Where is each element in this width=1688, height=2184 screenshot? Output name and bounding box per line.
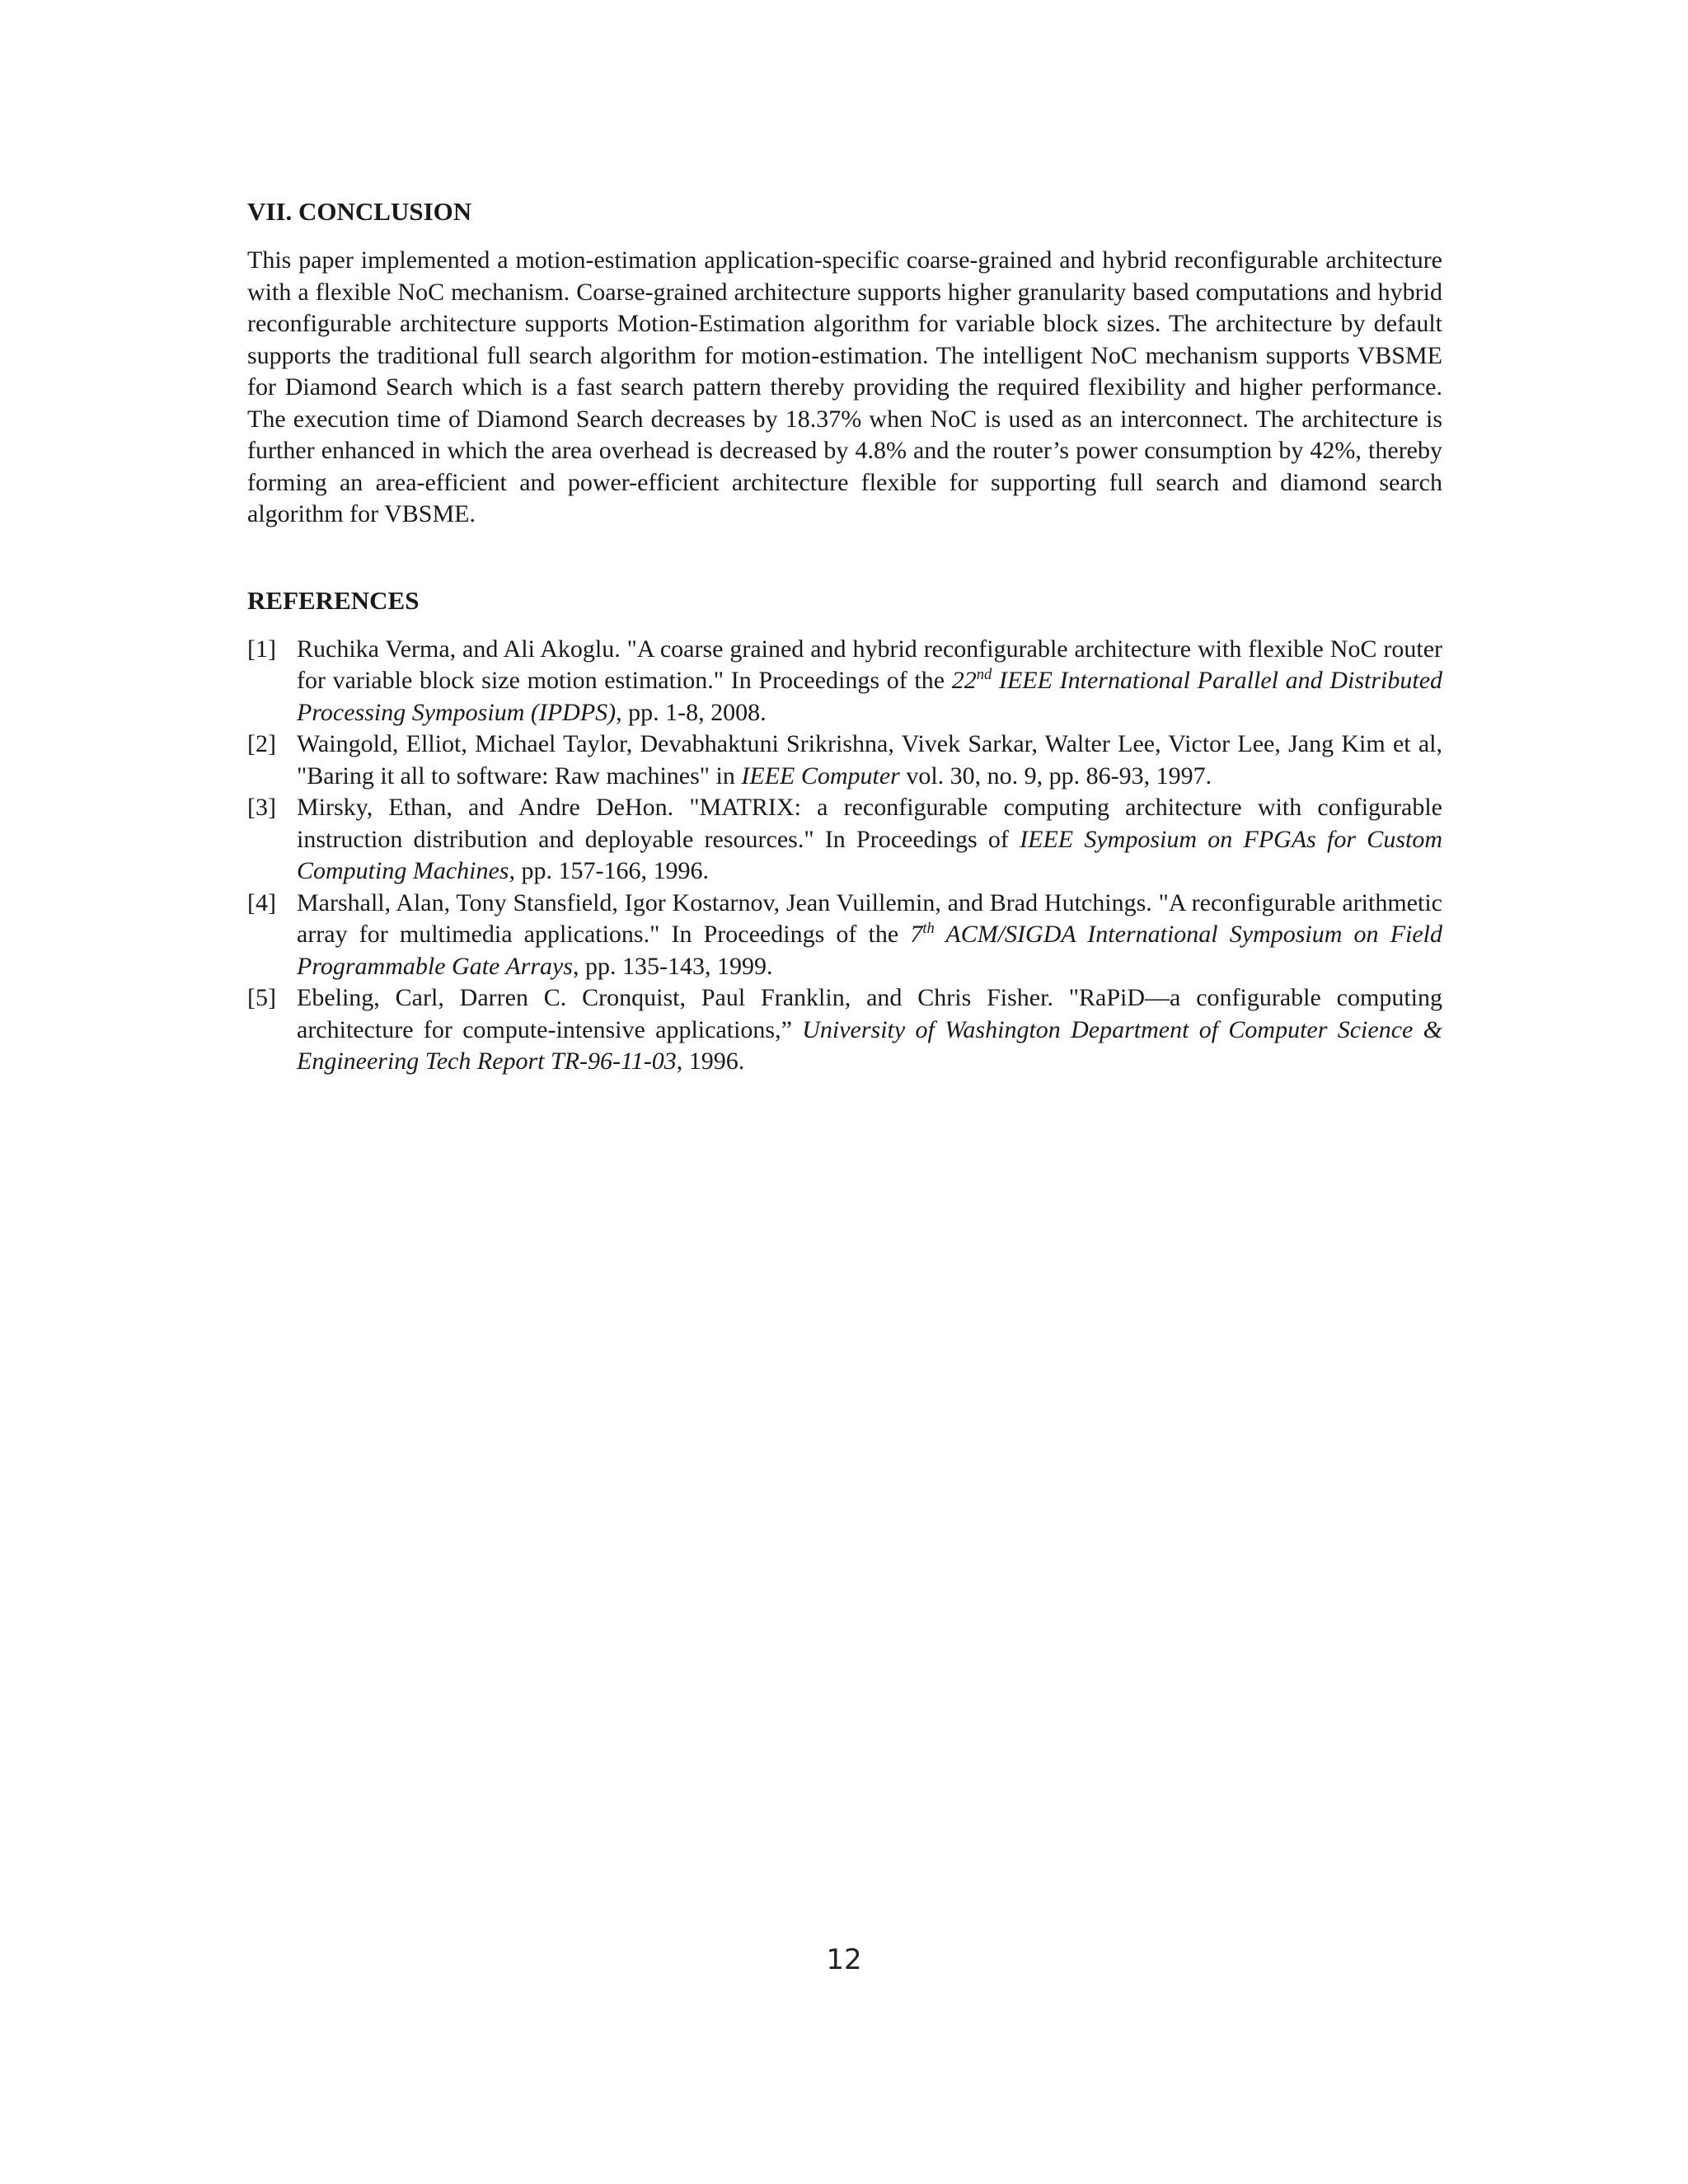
reference-italic: 22 (951, 667, 977, 695)
conclusion-heading: VII. CONCLUSION (247, 197, 472, 226)
reference-superscript: nd (976, 666, 992, 684)
reference-italic: 7 (910, 921, 923, 949)
reference-number: [3] (247, 794, 276, 822)
reference-number: [2] (247, 730, 276, 758)
reference-venue: IEEE Computer (741, 762, 900, 790)
reference-text: Ebeling, Carl, Darren C. Cronquist, Paul Franklin, and Chris Fisher. "RaPiD—a configurable computing architecture for compute-intensive applications,” (297, 984, 1442, 1043)
reference-tail: , 1996. (676, 1047, 745, 1076)
reference-list (247, 634, 1442, 1078)
reference-tail: pp. 157-166, 1996. (514, 857, 709, 885)
reference-text: Mirsky, Ethan, and Andre DeHon. "MATRIX: a reconfigurable computing architecture with configurable instruction distribution and deployable resources." In Proceedings of (297, 794, 1442, 853)
reference-item-2 (247, 729, 1442, 792)
page-content (247, 196, 1442, 1078)
reference-item-1 (247, 634, 1442, 729)
references-heading: REFERENCES (247, 585, 420, 615)
page-number: 12 (826, 1943, 862, 1976)
reference-venue: ACM/SIGDA International Symposium on Field Programmable Gate Arrays (297, 921, 1443, 980)
reference-number: [4] (247, 888, 276, 916)
conclusion-paragraph: This paper implemented a motion-estimation application-specific coarse-grained and hybrid reconfigurable architecture with a flexible NoC mechanism. Coarse-grained architecture supports higher granularity based computations and hybrid reconfigurable architecture supports Motion-Estimation algorithm for variable block sizes. The architecture by default supports the traditional full search algorithm for motion-estimation. The intelligent NoC mechanism supports VBSME for Diamond Search which is a fast search pattern thereby providing the required flexibility and higher performance. The execution time of Diamond Search decreases by 18.37% when NoC is used as an interconnect. The architecture is further enhanced in which the area overhead is decreased by 4.8% and the router’s power consumption by 42%, thereby forming an area-efficient and power-efficient architecture flexible for supporting full search and diamond search algorithm for VBSME. (247, 246, 1442, 528)
reference-number: [1] (247, 635, 276, 663)
reference-text: Ruchika Verma, and Ali Akoglu. "A coarse grained and hybrid reconfigurable architecture with flexible NoC router for variable block size motion estimation." In Proceedings of the (297, 635, 1442, 695)
reference-text: Marshall, Alan, Tony Stansfield, Igor Kostarnov, Jean Vuillemin, and Brad Hutchings. "A reconfigurable arithmetic array for multimedia applications." In Proceedings of the (297, 888, 1442, 949)
reference-item-3 (247, 792, 1442, 888)
reference-text: Waingold, Elliot, Michael Taylor, Devabhaktuni Srikrishna, Vivek Sarkar, Walter Lee, Victor Lee, Jang Kim et al, "Baring it all to software: Raw machines" in (297, 730, 1442, 790)
reference-venue: IEEE International Parallel and Distributed Processing Symposium (IPDPS) (297, 667, 1443, 726)
reference-item-4 (247, 888, 1442, 983)
reference-tail: , pp. 135-143, 1999. (572, 952, 773, 980)
reference-tail: , pp. 1-8, 2008. (616, 698, 767, 726)
reference-number: [5] (247, 984, 276, 1012)
reference-venue: University of Washington Department of Computer Science & Engineering Tech Report TR-96-11-03 (297, 1015, 1442, 1076)
reference-superscript: th (922, 920, 935, 938)
reference-venue: IEEE Symposium on FPGAs for Custom Computing Machines, (297, 825, 1442, 885)
reference-item-5 (247, 982, 1442, 1078)
reference-tail: vol. 30, no. 9, pp. 86-93, 1997. (899, 762, 1212, 790)
